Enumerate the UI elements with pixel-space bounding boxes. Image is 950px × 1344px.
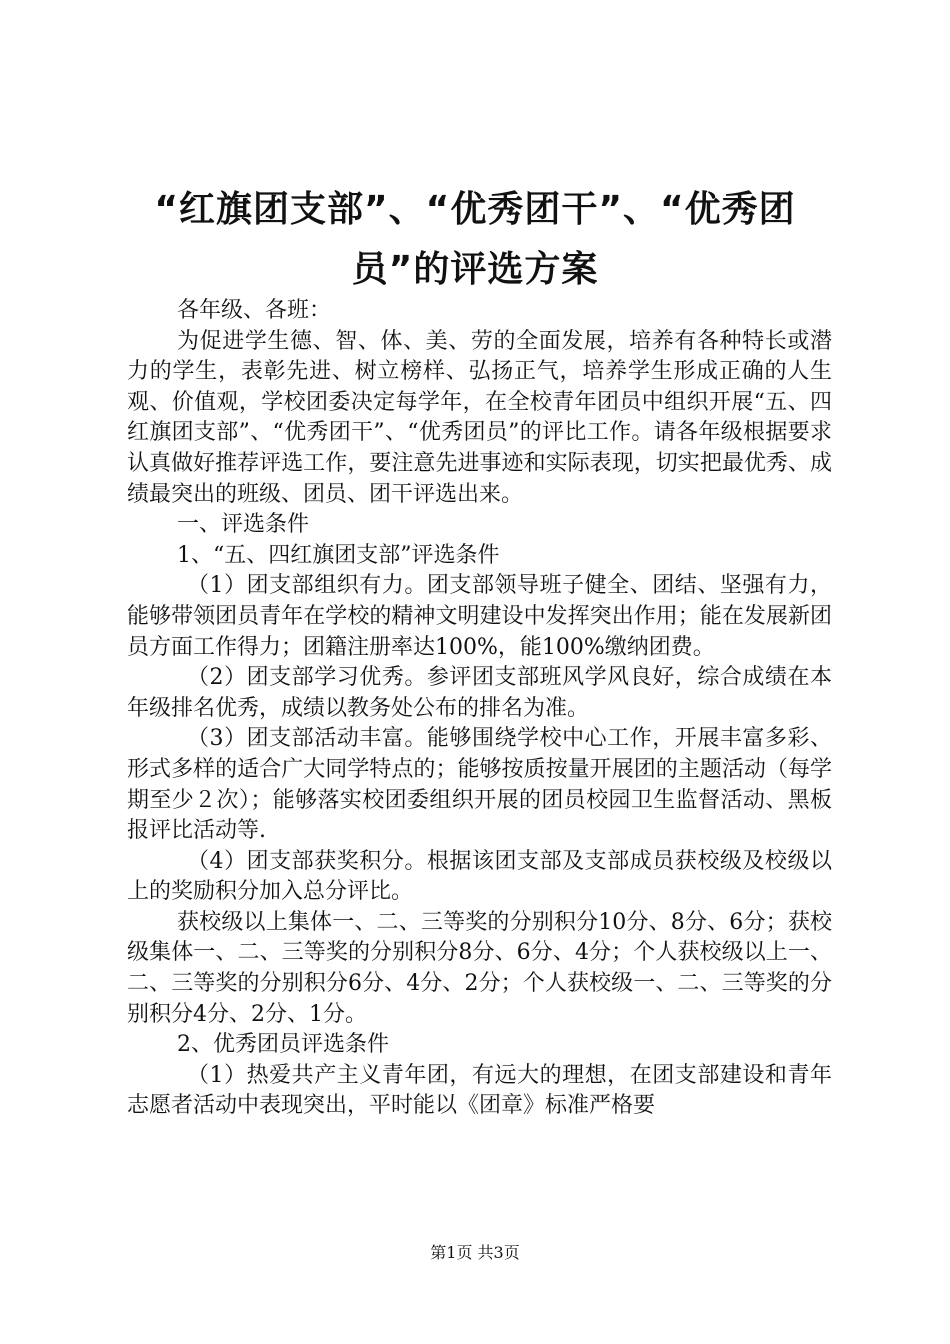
criterion-paragraph-4: （4）团支部获奖积分。根据该团支部及支部成员获校级及校级以上的奖励积分加入总分评比。 xyxy=(127,848,832,905)
subsection-heading-excellent-member: 2、优秀团员评选条件 xyxy=(177,1032,389,1058)
document-title-line-2: 员”的评选方案 xyxy=(351,249,599,290)
criterion-paragraph-1: （1）团支部组织有力。团支部领导班子健全、团结、坚强有力，能够带领团员青年在学校的精神文明建设中发挥突出作用；能在发展新团员方面工作得力；团籍注册率达100%，能100%缴纳团费。 xyxy=(127,573,832,660)
criterion-paragraph-3: （3）团支部活动丰富。能够围绕学校中心工作，开展丰富多彩、形式多样的适合广大同学特点的；能够按质按量开展团的主题活动（每学期至少２次）；能够落实校团委组织开展的团员校园卫生监督活动、黑板报评比活动等. xyxy=(127,726,832,844)
criterion-paragraph-2: （2）团支部学习优秀。参评团支部班风学风良好，综合成绩在本年级排名优秀，成绩以教务处公布的排名为准。 xyxy=(127,665,832,721)
points-paragraph: 获校级以上集体一、二、三等奖的分别积分10分、8分、6分；获校级集体一、二、三等奖的分别积分8分、6分、4分；个人获校级以上一、二、三等奖的分别积分6分、4分、2分；个人获校级一、二、三等奖的分别积分4分、2分、1分。 xyxy=(127,909,832,1027)
intro-paragraph: 为促进学生德、智、体、美、劳的全面发展，培养有各种特长或潜力的学生，表彰先进、树立榜样、弘扬正气，培养学生形成正确的人生观、价值观，学校团委决定每学年，在全校青年团员中组织开展“五、四红旗团支部”、“优秀团干”、“优秀团员”的评比工作。请各年级根据要求认真做好推荐评选工作，要注意先进事迹和实际表现，切实把最优秀、成绩最突出的班级、团员、团干评选出来。 xyxy=(127,328,832,507)
document-title-line-1: “红旗团支部”、“优秀团干”、“优秀团 xyxy=(154,189,796,230)
member-criterion-paragraph-1: （1）热爱共产主义青年团，有远大的理想，在团支部建设和青年志愿者活动中表现突出，平时能以《团章》标准严格要 xyxy=(127,1062,832,1119)
subsection-heading-red-flag-branch: 1、“五、四红旗团支部”评选条件 xyxy=(177,542,500,568)
salutation: 各年级、各班： xyxy=(177,298,332,323)
section-heading-criteria: 一、评选条件 xyxy=(177,512,310,538)
page-footer: 第1页 共3页 xyxy=(430,1243,520,1262)
document-body xyxy=(127,296,832,1122)
